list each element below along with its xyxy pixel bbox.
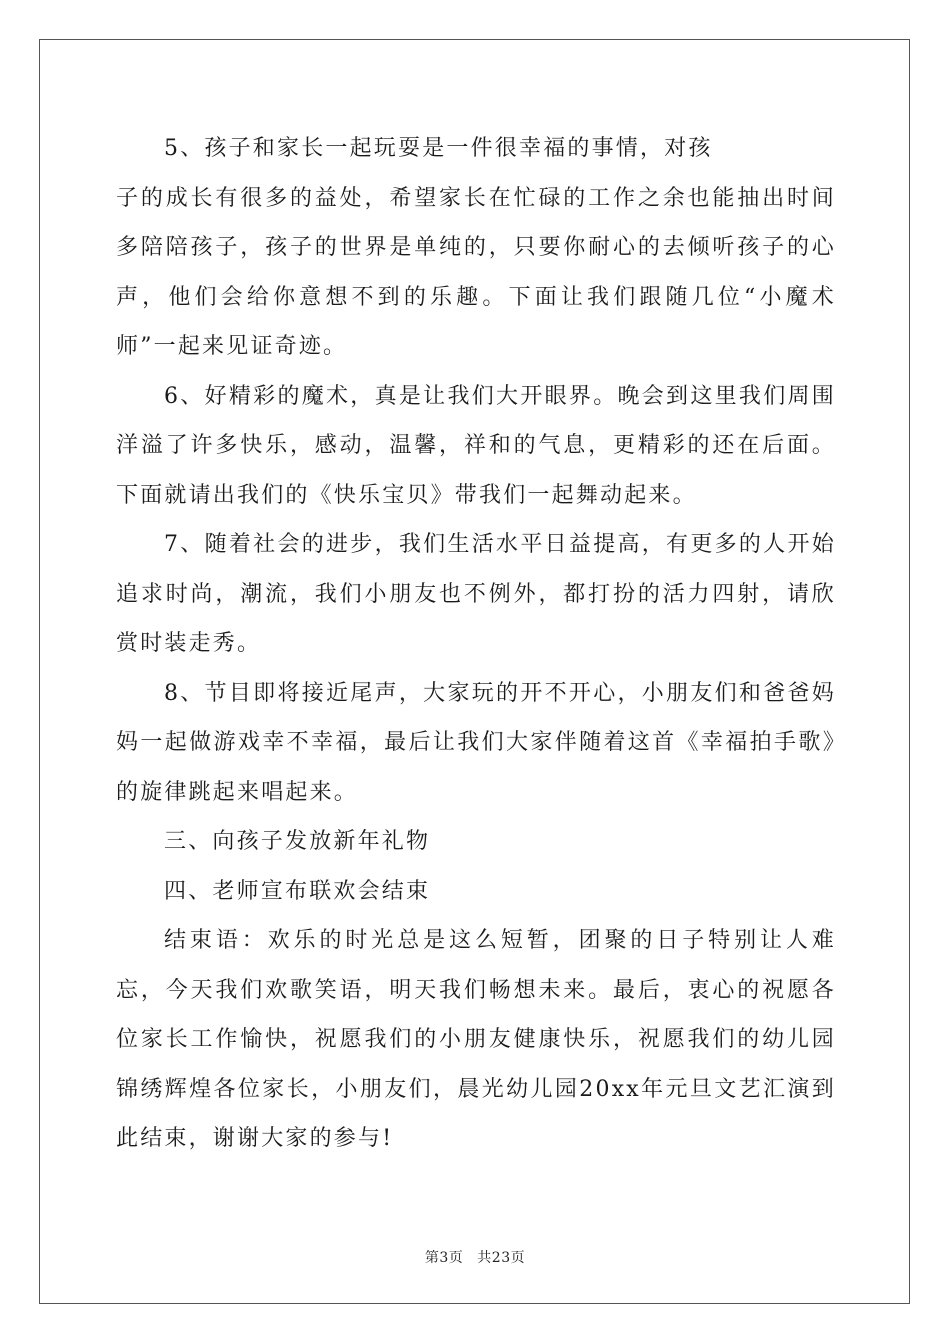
section-4-heading: 四、老师宣布联欢会结束: [164, 878, 431, 904]
paragraph-5-intro: 5、孩子和家长一起玩耍是一件很幸福的事情，对孩: [164, 136, 713, 161]
paragraph-7: 7、随着社会的进步，我们生活水平日益提高，有更多的人开始追求时尚，潮流，我们小朋友也不例外，都打扮的活力四射，请欣赏时装走秀。: [116, 532, 836, 656]
closing-remarks: 结束语：欢乐的时光总是这么短暂，团聚的日子特别让人难忘，今天我们欢歌笑语，明天我们畅想未来。最后，衷心的祝愿各位家长工作愉快，祝愿我们的小朋友健康快乐，祝愿我们的幼儿园锦绣辉煌各位家长，小朋友们，晨光幼儿园20xx年元旦文艺汇演到此结束，谢谢大家的参与!: [116, 928, 836, 1151]
page-footer: [0, 1247, 950, 1267]
paragraph-6: 6、好精彩的魔术，真是让我们大开眼界。晚会到这里我们周围洋溢了许多快乐，感动，温馨，祥和的气息，更精彩的还在后面。下面就请出我们的《快乐宝贝》带我们一起舞动起来。: [116, 383, 836, 508]
paragraph-5-body: 子的成长有很多的益处，希望家长在忙碌的工作之余也能抽出时间多陪陪孩子，孩子的世界是单纯的，只要你耐心的去倾听孩子的心声，他们会给你意想不到的乐趣。下面让我们跟随几位“小魔术师”一起来见证奇迹。: [116, 185, 836, 359]
page-number: 第3页: [424, 1250, 464, 1266]
page-total: 共23页: [477, 1250, 526, 1266]
section-3-heading: 三、向孩子发放新年礼物: [164, 829, 431, 854]
paragraph-8: 8、节目即将接近尾声，大家玩的开不开心，小朋友们和爸爸妈妈一起做游戏幸不幸福，最后让我们大家伴随着这首《幸福拍手歌》的旋律跳起来唱起来。: [116, 680, 836, 805]
document-body: [116, 124, 836, 1164]
